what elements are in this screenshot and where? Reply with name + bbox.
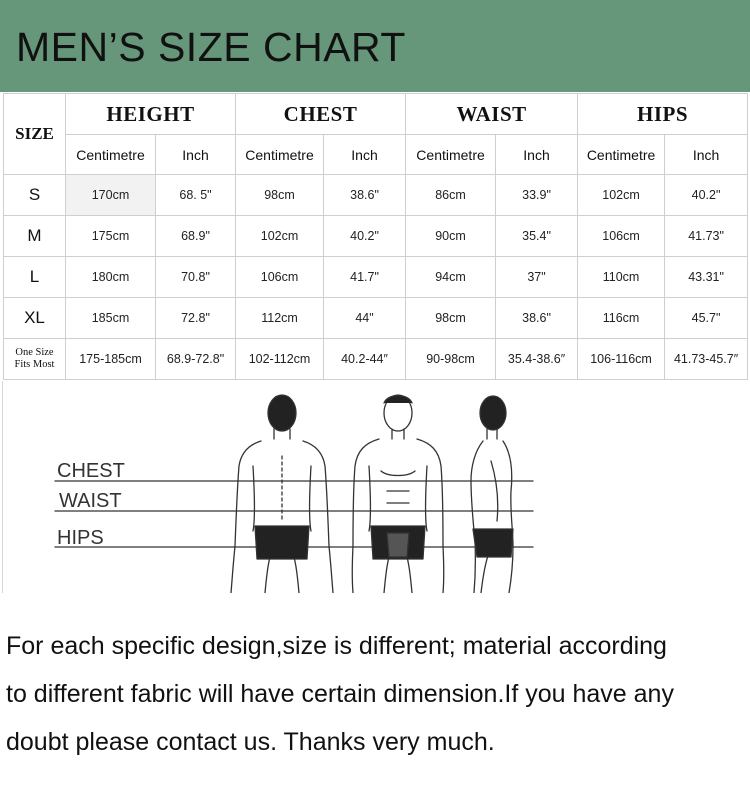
table-cell: 102cm [236, 216, 324, 257]
table-cell: 35.4-38.6″ [496, 339, 578, 380]
size-label: XL [4, 298, 66, 339]
unit-header: Inch [496, 135, 578, 175]
table-cell: 41.7" [324, 257, 406, 298]
size-table [3, 93, 748, 380]
unit-header: Centimetre [66, 135, 156, 175]
table-cell: 68.9" [156, 216, 236, 257]
table-cell: 170cm [66, 175, 156, 216]
unit-header: Centimetre [236, 135, 324, 175]
table-cell: 94cm [406, 257, 496, 298]
table-cell: 86cm [406, 175, 496, 216]
size-label-one-size [4, 339, 66, 380]
size-column-header: SIZE [4, 94, 66, 175]
table-cell: 40.2-44″ [324, 339, 406, 380]
side-view-figure [471, 441, 513, 593]
table-row [4, 257, 748, 298]
table-cell: 106cm [578, 216, 665, 257]
body-diagram [3, 381, 749, 593]
hips-label: HIPS [57, 527, 104, 549]
table-cell: 33.9" [496, 175, 578, 216]
table-cell: 112cm [236, 298, 324, 339]
table-cell: 68. 5" [156, 175, 236, 216]
table-row [4, 175, 748, 216]
table-cell: 106cm [236, 257, 324, 298]
unit-header: Centimetre [406, 135, 496, 175]
side-head [480, 396, 506, 430]
table-cell: 106-116cm [578, 339, 665, 380]
table-cell: 68.9-72.8" [156, 339, 236, 380]
table-cell: 180cm [66, 257, 156, 298]
height-group-header: HEIGHT [66, 94, 236, 135]
table-cell: 40.2" [324, 216, 406, 257]
title-banner [0, 0, 750, 92]
size-label: S [4, 175, 66, 216]
table-cell: 45.7" [665, 298, 748, 339]
notice-line: doubt please contact us. Thanks very much. [6, 728, 495, 756]
table-cell: 102cm [578, 175, 665, 216]
table-cell: 35.4" [496, 216, 578, 257]
table-cell: 43.31" [665, 257, 748, 298]
table-cell: 72.8" [156, 298, 236, 339]
hips-group-header: HIPS [578, 94, 748, 135]
table-cell: 44" [324, 298, 406, 339]
table-cell: 38.6" [496, 298, 578, 339]
table-cell: 185cm [66, 298, 156, 339]
table-cell: 38.6" [324, 175, 406, 216]
table-cell: 41.73" [665, 216, 748, 257]
table-cell: 90cm [406, 216, 496, 257]
table-cell: 41.73-45.7″ [665, 339, 748, 380]
table-cell: 102-112cm [236, 339, 324, 380]
table-row [4, 339, 748, 380]
front-view-figure [352, 439, 444, 593]
back-view-figure [231, 441, 333, 593]
table-cell: 98cm [236, 175, 324, 216]
table-cell: 90-98cm [406, 339, 496, 380]
table-cell: 116cm [578, 298, 665, 339]
table-cell: 37" [496, 257, 578, 298]
table-row [4, 298, 748, 339]
notice-line: For each specific design,size is different; material according [6, 632, 667, 660]
unit-header: Inch [156, 135, 236, 175]
unit-header: Centimetre [578, 135, 665, 175]
chest-group-header: CHEST [236, 94, 406, 135]
notice-text [6, 622, 744, 766]
table-cell: 70.8" [156, 257, 236, 298]
size-label: L [4, 257, 66, 298]
waist-group-header: WAIST [406, 94, 578, 135]
table-cell: 98cm [406, 298, 496, 339]
table-row [4, 216, 748, 257]
body-measurement-figure [2, 381, 748, 593]
chest-label: CHEST [57, 460, 125, 482]
back-head [268, 395, 296, 431]
table-cell: 175-185cm [66, 339, 156, 380]
size-label-line: Fits Most [14, 359, 55, 370]
table-cell: 110cm [578, 257, 665, 298]
size-label-line: One Size [15, 347, 54, 358]
notice-line: to different fabric will have certain dimension.If you have any [6, 680, 674, 708]
table-cell: 175cm [66, 216, 156, 257]
waist-label: WAIST [59, 490, 122, 512]
page-title: MEN’S SIZE CHART [16, 24, 406, 70]
table-cell: 40.2" [665, 175, 748, 216]
unit-header: Inch [665, 135, 748, 175]
size-label: M [4, 216, 66, 257]
unit-header: Inch [324, 135, 406, 175]
